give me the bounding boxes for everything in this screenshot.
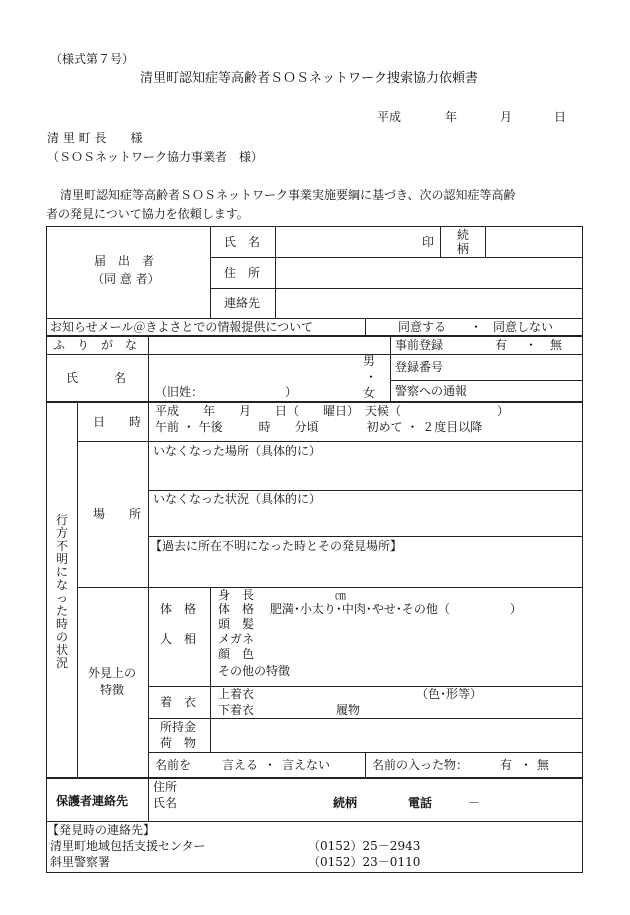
maiden-name-close: ） xyxy=(285,385,298,399)
mail-option-separator: ・ xyxy=(470,320,483,334)
lower-clothing-label: 下着衣 xyxy=(218,703,255,717)
date-month: 月 xyxy=(500,110,513,124)
addressee-mayor: 清 里 町 長 様 xyxy=(47,131,143,145)
glasses-label: メガネ xyxy=(218,632,255,646)
physique-label: 体 格 xyxy=(160,602,197,616)
place-how-label: いなくなった状況（具体的に） xyxy=(153,492,322,506)
height-unit: ㎝ xyxy=(335,589,346,602)
height-label: 身 長 xyxy=(218,588,255,602)
place-where-label: いなくなった場所（具体的に） xyxy=(153,444,322,458)
named-item-yes[interactable]: 有 xyxy=(500,758,513,772)
datetime-line-1: 平成 年 月 日（ 曜日） 天候（ ） xyxy=(155,404,510,418)
sex-male-option[interactable]: 男 xyxy=(363,354,376,368)
guardian-phone-dash: － xyxy=(468,796,481,810)
guardian-address-label: 住所 xyxy=(153,780,178,794)
support-center-name: 清里町地域包括支援センター xyxy=(50,839,206,853)
consenter-label: （同 意 者） xyxy=(92,272,160,286)
maiden-name-open: （旧姓： xyxy=(155,385,204,399)
date-year: 年 xyxy=(445,110,458,124)
seal-mark: 印 xyxy=(422,235,435,249)
other-features-label: その他の特徴 xyxy=(218,664,291,678)
say-separator: ・ xyxy=(264,758,277,772)
footwear-label: 履物 xyxy=(336,703,361,717)
upper-clothing-label: 上着衣 xyxy=(218,687,255,701)
datetime-line-2: 午前 ・ 午後 時 分頃 初めて ・ ２度目以降 xyxy=(155,420,483,434)
date-day: 日 xyxy=(554,110,567,124)
form-title: 清里町認知症等高齢者ＳＯＳネットワーク捜索協力依頼書 xyxy=(140,71,479,86)
furigana-label: ふ り が な xyxy=(53,338,138,352)
police-station-name: 斜里警察署 xyxy=(50,855,111,869)
build-line: 体 格 肥満･小太り･中肉･やせ･その他（ ） xyxy=(218,602,522,616)
place-label: 場 所 xyxy=(93,507,142,521)
support-center-phone: （0152）25－2943 xyxy=(308,839,421,853)
color-shape-note: （色･形等） xyxy=(416,687,483,701)
form-number: （様式第７号） xyxy=(50,52,135,66)
datetime-label: 日 時 xyxy=(93,415,142,429)
appearance-label-1: 外見上の xyxy=(88,666,137,680)
preregistration-label: 事前登録 xyxy=(395,338,444,352)
intro-line-1: 清里町認知症等高齢者ＳＯＳネットワーク事業実施要綱に基づき、次の認知症等高齢 xyxy=(60,188,516,202)
past-missing-label: 【過去に所在不明になった時とその発見場所】 xyxy=(150,539,403,553)
money-label: 所持金 xyxy=(160,720,197,734)
face-label: 人 相 xyxy=(160,632,197,646)
person-name-label: 氏 名 xyxy=(66,371,127,385)
hair-label: 頭 髪 xyxy=(218,617,255,631)
police-report-label: 警察への通報 xyxy=(395,384,468,398)
cannot-say-option[interactable]: 言えない xyxy=(282,758,331,772)
belongings-label: 荷 物 xyxy=(160,736,197,750)
appearance-label-2: 特徴 xyxy=(100,683,125,697)
addressee-partners: （ＳＯＳネットワーク協力事業者 様） xyxy=(47,150,264,164)
say-name-label: 名前を xyxy=(155,758,192,772)
relation-label-1: 続 xyxy=(457,228,470,242)
sex-female-option[interactable]: 女 xyxy=(363,386,376,400)
mail-agree-option[interactable]: 同意する xyxy=(398,320,447,334)
date-era: 平成 xyxy=(377,110,402,124)
named-item-separator: ・ xyxy=(520,758,533,772)
police-station-phone: （0152）23－0110 xyxy=(308,855,421,869)
discovery-contact-heading: 【発見時の連絡先】 xyxy=(47,823,156,837)
can-say-option[interactable]: 言える xyxy=(222,758,259,772)
preregistration-no[interactable]: 無 xyxy=(550,338,563,352)
mail-disagree-option[interactable]: 同意しない xyxy=(493,320,554,334)
reporter-label: 届 出 者 xyxy=(94,254,155,268)
named-item-label: 名前の入った物： xyxy=(372,758,469,772)
preregistration-yes[interactable]: 有 xyxy=(495,338,508,352)
missing-situation-side-label: 行方不明になった時の状況 xyxy=(55,513,68,670)
registration-number-label: 登録番号 xyxy=(395,360,444,374)
reporter-contact-label: 連絡先 xyxy=(224,296,261,310)
guardian-phone-label: 電話 xyxy=(408,796,433,810)
guardian-name-label: 氏名 xyxy=(153,796,178,810)
intro-line-2: 者の発見について協力を依頼します。 xyxy=(46,207,249,221)
preregistration-separator: ・ xyxy=(525,338,538,352)
reporter-name-label: 氏 名 xyxy=(224,235,261,249)
reporter-address-label: 住 所 xyxy=(224,266,261,280)
sex-separator: ・ xyxy=(365,370,378,384)
mail-consent-question: お知らせメール＠きよさとでの情報提供について xyxy=(50,320,314,334)
guardian-contact-label: 保護者連絡先 xyxy=(56,794,129,808)
clothing-label: 着 衣 xyxy=(160,695,197,709)
complexion-label: 顔 色 xyxy=(218,647,255,661)
guardian-relation-label: 続柄 xyxy=(333,796,358,810)
relation-label-2: 柄 xyxy=(457,242,470,256)
named-item-no[interactable]: 無 xyxy=(537,758,550,772)
